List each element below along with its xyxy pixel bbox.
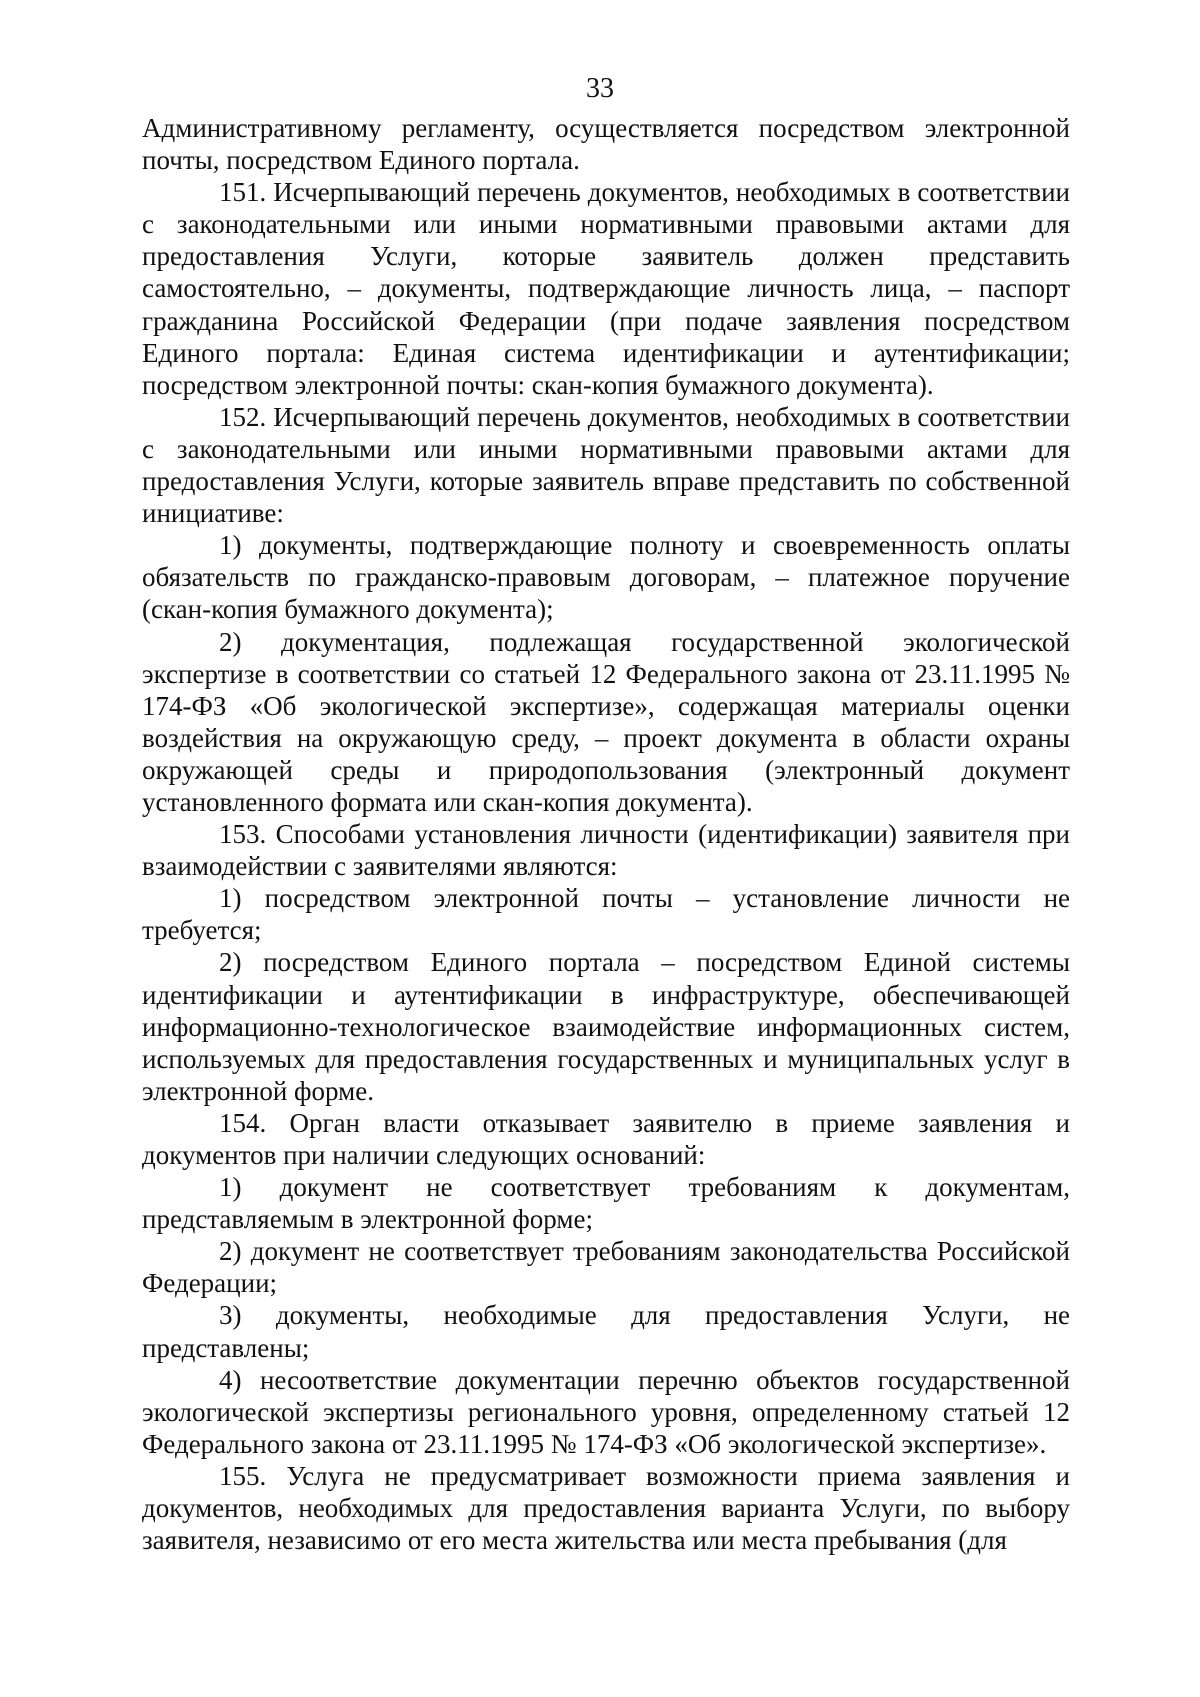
paragraph-154-item-1: 1) документ не соответствует требованиям к документам, представляемым в электронной форме; — [142, 1172, 1070, 1235]
paragraph-152-item-2: 2) документация, подлежащая государственной экологической экспертизе в соответствии со статьей 12 Федерального закона от 23.11.1995 № 174-ФЗ «Об экологической экспертизе», содержащая материалы оценки воздействия на окружающую среду, – проект документа в области охраны окружающей среды и природопользования (электронный документ установленного формата или скан-копия документа). — [142, 626, 1070, 817]
paragraph-151: 151. Исчерпывающий перечень документов, необходимых в соответствии с законодательными или иными нормативными правовыми актами для предоставления Услуги, которые заявитель должен представить самостоятельно, – документы, подтверждающие личность лица, – паспорт гражданина Российской Федерации (при подаче заявления посредством Единого портала: Единая система идентификации и аутентификации; посредством электронной почты: скан-копия бумажного документа). — [142, 177, 1070, 400]
paragraph-154-item-3: 3) документы, необходимые для предоставления Услуги, не представлены; — [142, 1300, 1070, 1363]
paragraph-153-item-1: 1) посредством электронной почты – установление личности не требуется; — [142, 883, 1070, 946]
paragraph-153: 153. Способами установления личности (идентификации) заявителя при взаимодействии с заявителями являются: — [142, 819, 1070, 882]
document-body — [142, 112, 1070, 1556]
paragraph-152-item-1: 1) документы, подтверждающие полноту и своевременность оплаты обязательств по гражданско-правовым договорам, – платежное поручение (скан-копия бумажного документа); — [142, 530, 1070, 625]
paragraph-regulation-continuation: Административному регламенту, осуществляется посредством электронной почты, посредством Единого портала. — [142, 113, 1070, 176]
paragraph-154: 154. Орган власти отказывает заявителю в приеме заявления и документов при наличии следующих оснований: — [142, 1107, 1070, 1170]
page-number: 33 — [586, 73, 614, 104]
paragraph-154-item-2: 2) документ не соответствует требованиям законодательства Российской Федерации; — [142, 1236, 1070, 1299]
paragraph-154-item-4: 4) несоответствие документации перечню объектов государственной экологической экспертизы регионального уровня, определенному статьей 12 Федерального закона от 23.11.1995 № 174-ФЗ «Об экологической экспертизе». — [142, 1364, 1070, 1459]
paragraph-152: 152. Исчерпывающий перечень документов, необходимых в соответствии с законодательными или иными нормативными правовыми актами для предоставления Услуги, которые заявитель вправе представить по собственной инициативе: — [142, 401, 1070, 529]
paragraph-153-item-2: 2) посредством Единого портала – посредством Единой системы идентификации и аутентификации в инфраструктуре, обеспечивающей информационно-технологическое взаимодействие информационных систем, используемых для предоставления государственных и муниципальных услуг в электронной форме. — [142, 947, 1070, 1106]
paragraph-155: 155. Услуга не предусматривает возможности приема заявления и документов, необходимых для предоставления варианта Услуги, по выбору заявителя, независимо от его места жительства или места пребывания (для — [142, 1460, 1070, 1556]
